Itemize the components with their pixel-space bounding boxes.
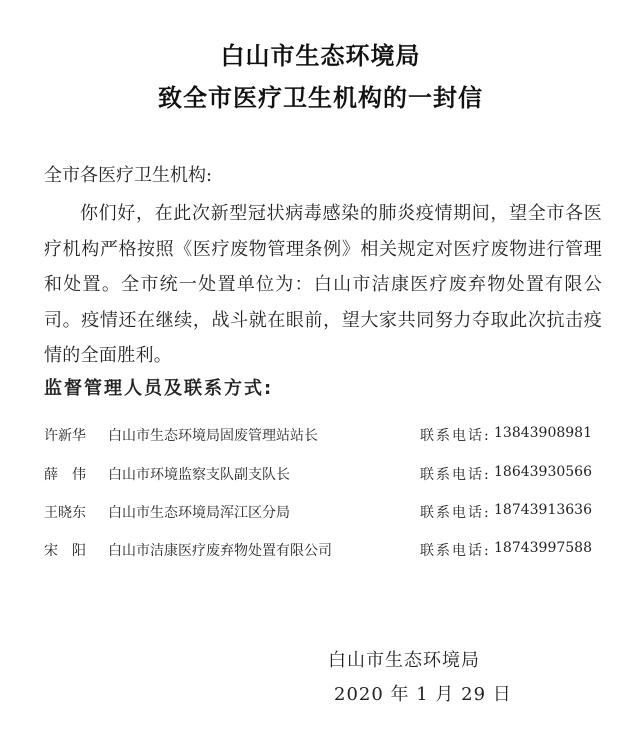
contact-row [44,540,604,560]
contact-name: 宋阳 [44,543,100,559]
contact-phone-label: 联系电话: [420,428,491,444]
signature-date: 2020 年 1 月 29 日 [334,684,512,705]
page-subtitle: 致全市医疗卫生机构的一封信 [158,84,483,112]
contact-org: 白山市环境监察支队副支队长 [108,467,290,483]
contact-row [44,502,604,522]
contact-phone-label: 联系电话: [420,543,491,559]
salutation: 全市各医疗卫生机构: [44,165,213,186]
contact-phone: 18643930566 [494,464,592,480]
contact-name: 薛伟 [44,467,100,483]
contact-name: 许新华 [44,428,86,444]
contact-phone: 18743997588 [494,540,592,556]
contact-row [44,425,604,445]
page-title: 白山市生态环境局 [220,42,421,70]
contact-name: 王晓东 [44,505,86,521]
contact-row [44,464,604,484]
letter-body: 你们好，在此次新型冠状病毒感染的肺炎疫情期间，望全市各医疗机构严格按照《医疗废物管理条例》相关规定对医疗废物进行管理和处置。全市统一处置单位为：白山市洁康医疗废弃物处置有限公司。疫情还在继续，战斗就在眼前，望大家共同努力夺取此次抗击疫情的全面胜利。 [44,203,602,366]
contact-phone-label: 联系电话: [420,505,491,521]
contacts-heading: 监督管理人员及联系方式: [44,378,274,399]
contact-phone-label: 联系电话: [420,467,491,483]
contact-phone: 13843908981 [494,425,592,441]
contact-org: 白山市生态环境局固废管理站站长 [108,428,318,444]
contact-org: 白山市洁康医疗废弃物处置有限公司 [108,543,332,559]
contact-org: 白山市生态环境局浑江区分局 [108,505,290,521]
signature-org: 白山市生态环境局 [328,650,480,671]
contact-phone: 18743913636 [494,502,592,518]
